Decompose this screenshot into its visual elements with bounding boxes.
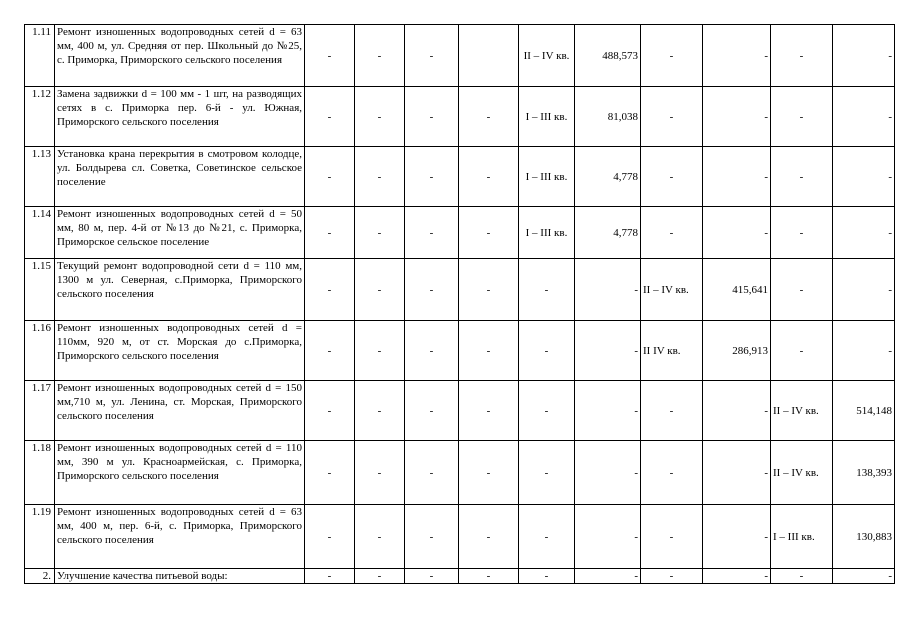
cell-col-8: 415,641 bbox=[703, 259, 771, 321]
cell-col-10: 130,883 bbox=[833, 505, 895, 569]
cell-col-8: 286,913 bbox=[703, 321, 771, 381]
row-number: 1.13 bbox=[25, 147, 55, 207]
cell-col-10: - bbox=[833, 569, 895, 584]
cell-col-5: - bbox=[519, 505, 575, 569]
table-row bbox=[25, 569, 895, 584]
cell-col-1: - bbox=[305, 207, 355, 259]
cell-col-6: - bbox=[575, 381, 641, 441]
work-description: Замена задвижки d = 100 мм - 1 шт, на разводящих сетях в с. Приморка пер. 6-й - ул. Южная, Приморского сельского поселения bbox=[55, 87, 305, 147]
cell-col-7: - bbox=[641, 505, 703, 569]
work-description: Ремонт изношенных водопроводных сетей d = 110 мм, 390 м ул. Красноармейская, с. Приморка, Приморского сельского поселения bbox=[55, 441, 305, 505]
cell-col-5: II – IV кв. bbox=[519, 25, 575, 87]
cell-col-7: II – IV кв. bbox=[641, 259, 703, 321]
row-number: 1.18 bbox=[25, 441, 55, 505]
cell-col-6: - bbox=[575, 569, 641, 584]
cell-col-8: - bbox=[703, 569, 771, 584]
row-number: 1.15 bbox=[25, 259, 55, 321]
cell-col-8: - bbox=[703, 441, 771, 505]
cell-col-4: - bbox=[459, 147, 519, 207]
cell-col-8: - bbox=[703, 87, 771, 147]
table-row bbox=[25, 381, 895, 441]
cell-col-5: - bbox=[519, 321, 575, 381]
cell-col-5: - bbox=[519, 259, 575, 321]
cell-col-10: 138,393 bbox=[833, 441, 895, 505]
cell-col-8: - bbox=[703, 147, 771, 207]
table-row bbox=[25, 321, 895, 381]
cell-col-2: - bbox=[355, 87, 405, 147]
row-number: 1.16 bbox=[25, 321, 55, 381]
cell-col-10: - bbox=[833, 147, 895, 207]
cell-col-2: - bbox=[355, 321, 405, 381]
cell-col-8: - bbox=[703, 505, 771, 569]
cell-col-10: - bbox=[833, 259, 895, 321]
cell-col-3: - bbox=[405, 147, 459, 207]
work-description: Ремонт изношенных водопроводных сетей d = 150 мм,710 м, ул. Ленина, ст. Морская, Приморского сельского поселения bbox=[55, 381, 305, 441]
cell-col-1: - bbox=[305, 441, 355, 505]
cell-col-6: - bbox=[575, 321, 641, 381]
cell-col-9: I – III кв. bbox=[771, 505, 833, 569]
cell-col-1: - bbox=[305, 321, 355, 381]
cell-col-10: - bbox=[833, 321, 895, 381]
cell-col-4: - bbox=[459, 569, 519, 584]
row-number: 1.14 bbox=[25, 207, 55, 259]
cell-col-2: - bbox=[355, 147, 405, 207]
cell-col-2: - bbox=[355, 381, 405, 441]
row-number: 1.17 bbox=[25, 381, 55, 441]
cell-col-3: - bbox=[405, 441, 459, 505]
cell-col-9: II – IV кв. bbox=[771, 381, 833, 441]
cell-col-6: - bbox=[575, 505, 641, 569]
work-description: Ремонт изношенных водопроводных сетей d = 50 мм, 80 м, пер. 4-й от №13 до №21, с. Приморка, Приморское сельское поселение bbox=[55, 207, 305, 259]
cell-col-3: - bbox=[405, 25, 459, 87]
cell-col-7: - bbox=[641, 441, 703, 505]
table-row bbox=[25, 441, 895, 505]
cell-col-5: I – III кв. bbox=[519, 207, 575, 259]
cell-col-3: - bbox=[405, 207, 459, 259]
cell-col-7: - bbox=[641, 569, 703, 584]
cell-col-3: - bbox=[405, 569, 459, 584]
row-number: 1.11 bbox=[25, 25, 55, 87]
cell-col-9: - bbox=[771, 87, 833, 147]
cell-col-5: I – III кв. bbox=[519, 147, 575, 207]
cell-col-5: - bbox=[519, 569, 575, 584]
cell-col-6: - bbox=[575, 259, 641, 321]
cell-col-9: - bbox=[771, 321, 833, 381]
work-description: Улучшение качества питьевой воды: bbox=[55, 569, 305, 584]
cell-col-3: - bbox=[405, 381, 459, 441]
works-table bbox=[24, 24, 895, 584]
cell-col-7: - bbox=[641, 87, 703, 147]
cell-col-1: - bbox=[305, 25, 355, 87]
cell-col-9: - bbox=[771, 147, 833, 207]
cell-col-5: - bbox=[519, 381, 575, 441]
cell-col-7: II IV кв. bbox=[641, 321, 703, 381]
cell-col-6: - bbox=[575, 441, 641, 505]
cell-col-2: - bbox=[355, 505, 405, 569]
cell-col-7: - bbox=[641, 25, 703, 87]
cell-col-4: - bbox=[459, 259, 519, 321]
cell-col-4: - bbox=[459, 321, 519, 381]
table-row bbox=[25, 87, 895, 147]
cell-col-10: - bbox=[833, 207, 895, 259]
table-row bbox=[25, 505, 895, 569]
cell-col-2: - bbox=[355, 569, 405, 584]
cell-col-6: 488,573 bbox=[575, 25, 641, 87]
cell-col-4: - bbox=[459, 87, 519, 147]
cell-col-10: - bbox=[833, 25, 895, 87]
cell-col-1: - bbox=[305, 87, 355, 147]
cell-col-10: - bbox=[833, 87, 895, 147]
cell-col-5: - bbox=[519, 441, 575, 505]
cell-col-4: - bbox=[459, 207, 519, 259]
cell-col-4 bbox=[459, 25, 519, 87]
cell-col-3: - bbox=[405, 321, 459, 381]
cell-col-1: - bbox=[305, 381, 355, 441]
work-description: Ремонт изношенных водопроводных сетей d = 110мм, 920 м, от ст. Морская до с.Приморка, Приморского сельского поселения bbox=[55, 321, 305, 381]
work-description: Текущий ремонт водопроводной сети d = 110 мм, 1300 м ул. Северная, с.Приморка, Приморского сельского поселения bbox=[55, 259, 305, 321]
table-row bbox=[25, 259, 895, 321]
work-description: Ремонт изношенных водопроводных сетей d = 63 мм, 400 м, пер. 6-й, с. Приморка, Приморского сельского поселения bbox=[55, 505, 305, 569]
row-number: 1.12 bbox=[25, 87, 55, 147]
cell-col-7: - bbox=[641, 381, 703, 441]
cell-col-3: - bbox=[405, 259, 459, 321]
cell-col-8: - bbox=[703, 381, 771, 441]
cell-col-9: - bbox=[771, 207, 833, 259]
table-row bbox=[25, 147, 895, 207]
cell-col-1: - bbox=[305, 147, 355, 207]
cell-col-2: - bbox=[355, 259, 405, 321]
cell-col-2: - bbox=[355, 207, 405, 259]
cell-col-9: - bbox=[771, 569, 833, 584]
cell-col-1: - bbox=[305, 505, 355, 569]
table-row bbox=[25, 207, 895, 259]
cell-col-9: - bbox=[771, 25, 833, 87]
cell-col-8: - bbox=[703, 25, 771, 87]
cell-col-9: - bbox=[771, 259, 833, 321]
cell-col-10: 514,148 bbox=[833, 381, 895, 441]
cell-col-3: - bbox=[405, 505, 459, 569]
cell-col-4: - bbox=[459, 505, 519, 569]
cell-col-1: - bbox=[305, 569, 355, 584]
cell-col-8: - bbox=[703, 207, 771, 259]
cell-col-2: - bbox=[355, 441, 405, 505]
cell-col-4: - bbox=[459, 441, 519, 505]
cell-col-4: - bbox=[459, 381, 519, 441]
cell-col-2: - bbox=[355, 25, 405, 87]
cell-col-6: 4,778 bbox=[575, 147, 641, 207]
cell-col-1: - bbox=[305, 259, 355, 321]
work-description: Ремонт изношенных водопроводных сетей d = 63 мм, 400 м, ул. Средняя от пер. Школьный до №25, с. Приморка, Приморского сельского поселения bbox=[55, 25, 305, 87]
cell-col-9: II – IV кв. bbox=[771, 441, 833, 505]
cell-col-5: I – III кв. bbox=[519, 87, 575, 147]
cell-col-7: - bbox=[641, 207, 703, 259]
table-row bbox=[25, 25, 895, 87]
cell-col-7: - bbox=[641, 147, 703, 207]
cell-col-3: - bbox=[405, 87, 459, 147]
cell-col-6: 81,038 bbox=[575, 87, 641, 147]
work-description: Установка крана перекрытия в смотровом колодце, ул. Болдырева сл. Советка, Советинское сельское поселение bbox=[55, 147, 305, 207]
row-number: 2. bbox=[25, 569, 55, 584]
cell-col-6: 4,778 bbox=[575, 207, 641, 259]
row-number: 1.19 bbox=[25, 505, 55, 569]
